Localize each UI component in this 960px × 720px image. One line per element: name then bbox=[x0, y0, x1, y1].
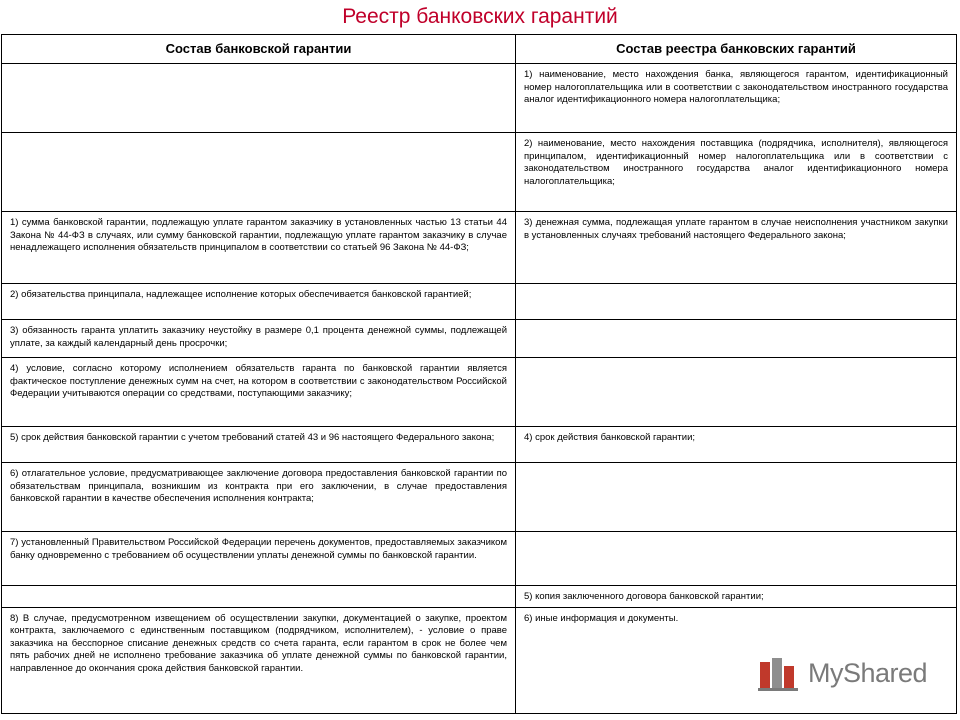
guarantee-cell: 3) обязанность гаранта уплатить заказчику неустойку в размере 0,1 процента денежной суммы, подлежащей уплате, за каждый календарный день просрочки; bbox=[2, 320, 516, 358]
table-row bbox=[2, 320, 957, 358]
registry-cell bbox=[516, 284, 957, 320]
guarantee-cell: 1) сумма банковской гарантии, подлежащую уплате гарантом заказчику в установленных частью 13 статьи 44 Закона № 44-ФЗ в случаях, или сумму банковской гарантии, подлежащую уплате гарантом заказчику в случае ненадлежащего исполнения обязательств принципалом в соответствии со статьей 96 Закона № 44-ФЗ; bbox=[2, 212, 516, 284]
guarantee-cell: 7) установленный Правительством Российской Федерации перечень документов, предоставляемых заказчиком банку одновременно с требованием об осуществлении уплаты денежной суммы по банковской гарантии. bbox=[2, 532, 516, 586]
registry-cell bbox=[516, 532, 957, 586]
registry-cell: 4) срок действия банковской гарантии; bbox=[516, 427, 957, 463]
registry-cell: 3) денежная сумма, подлежащая уплате гарантом в случае неисполнения участником закупки в установленных случаях требований настоящего Федерального закона; bbox=[516, 212, 957, 284]
table-row bbox=[2, 284, 957, 320]
table-row bbox=[2, 586, 957, 608]
table-header-row bbox=[2, 35, 957, 64]
guarantee-cell: 2) обязательства принципала, надлежащее исполнение которых обеспечивается банковской гарантией; bbox=[2, 284, 516, 320]
myshared-watermark bbox=[758, 654, 948, 694]
registry-cell: 6) иные информация и документы. bbox=[516, 607, 957, 713]
table-row bbox=[2, 532, 957, 586]
registry-cell bbox=[516, 358, 957, 427]
guarantee-cell bbox=[2, 64, 516, 133]
guarantee-cell: 5) срок действия банковской гарантии с учетом требований статей 43 и 96 настоящего Федерального закона; bbox=[2, 427, 516, 463]
guarantee-cell bbox=[2, 133, 516, 212]
table-row bbox=[2, 427, 957, 463]
guarantee-cell bbox=[2, 586, 516, 608]
table-row bbox=[2, 212, 957, 284]
table-row bbox=[2, 64, 957, 133]
registry-cell: 2) наименование, место нахождения поставщика (подрядчика, исполнителя), являющегося принципалом, идентификационный номер налогоплательщика или в соответствии с законодательством иностранного государства аналог идентификационного номера налогоплательщика; bbox=[516, 133, 957, 212]
guarantee-cell: 4) условие, согласно которому исполнением обязательств гаранта по банковской гарантии является фактическое поступление денежных сумм на счет, на котором в соответствии с законодательством Российской Федерации учитываются операции со средствами, поступающими заказчику; bbox=[2, 358, 516, 427]
myshared-logo-icon bbox=[758, 656, 802, 692]
page-title: Реестр банковских гарантий bbox=[342, 5, 618, 28]
guarantee-registry-table bbox=[1, 34, 957, 714]
table-row bbox=[2, 463, 957, 532]
header-registry-composition: Состав реестра банковских гарантий bbox=[516, 35, 957, 64]
registry-cell bbox=[516, 463, 957, 532]
registry-cell: 1) наименование, место нахождения банка, являющегося гарантом, идентификационный номер налогоплательщика или в соответствии с законодательством иностранного государства аналог идентификационного номера налогоплательщика; bbox=[516, 64, 957, 133]
header-guarantee-composition: Состав банковской гарантии bbox=[2, 35, 516, 64]
guarantee-cell: 6) отлагательное условие, предусматривающее заключение договора предоставления банковской гарантии по обязательствам принципала, возникшим из контракта при его заключении, в случае предоставления банковской гарантии в качестве обеспечения исполнения контракта; bbox=[2, 463, 516, 532]
table-row bbox=[2, 358, 957, 427]
watermark-text: MyShared bbox=[808, 658, 928, 688]
guarantee-cell: 8) В случае, предусмотренном извещением об осуществлении закупки, документацией о закупке, проектом контракта, заключаемого с единственным поставщиком (подрядчиком, исполнителем), - условие о праве заказчика на бесспорное списание денежных средств со счета гаранта, если гарантом в срок не более чем пять рабочих дней не исполнено требование заказчика об уплате денежной суммы по банковской гарантии, направленное до окончания срока действия банковской гарантии. bbox=[2, 607, 516, 713]
table-row bbox=[2, 133, 957, 212]
registry-cell: 5) копия заключенного договора банковской гарантии; bbox=[516, 586, 957, 608]
registry-cell bbox=[516, 320, 957, 358]
